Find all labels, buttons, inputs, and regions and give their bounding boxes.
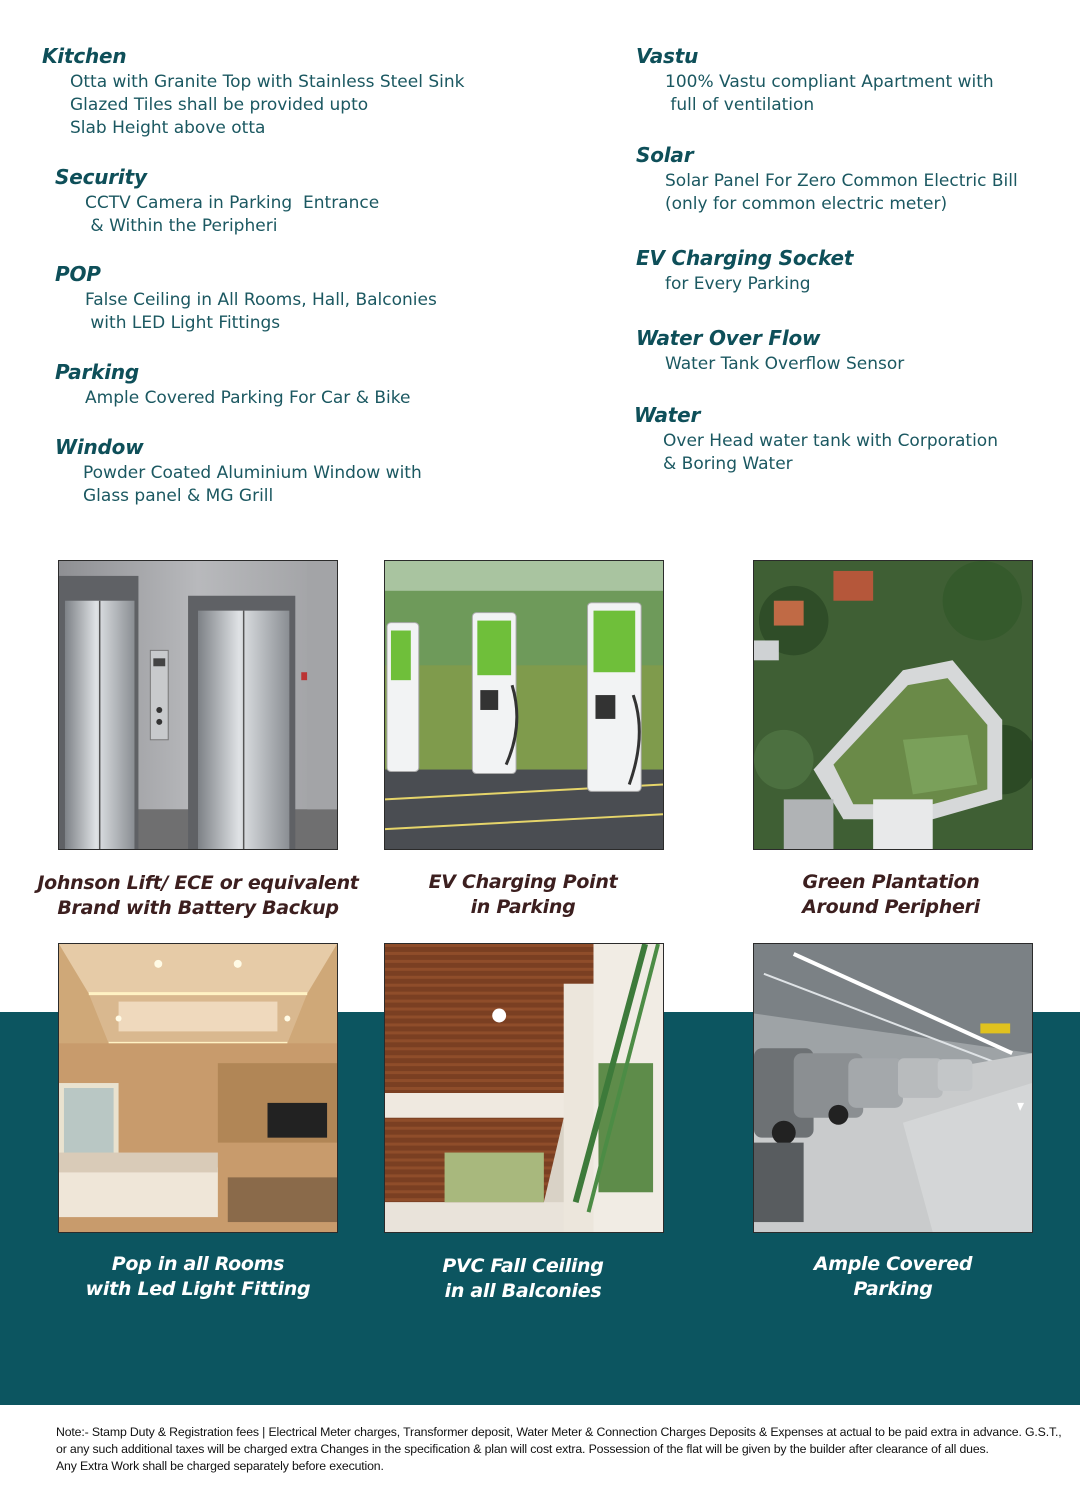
caption-line: Ample Covered [813,1253,973,1275]
spec-water [634,403,998,476]
spec-line: & Boring Water [663,454,793,474]
caption-line: Parking [853,1278,933,1300]
caption-covered-parking [723,1252,1063,1302]
spec-kitchen [42,44,464,140]
spec-line: CCTV Camera in Parking Entrance [85,193,380,213]
spec-line: Glass panel & MG Grill [83,486,274,506]
spec-line: (only for common electric meter) [665,194,948,214]
spec-line: Powder Coated Aluminium Window with [83,463,422,483]
spec-title: EV Charging Socket [636,246,854,270]
covered-parking-photo [753,943,1033,1233]
spec-line: with LED Light Fittings [85,313,281,333]
caption-elevator [28,871,368,921]
spec-title: Security [55,165,147,189]
caption-line: Johnson Lift/ ECE or equivalent [37,872,359,894]
disclaimer-note [56,1424,1076,1475]
aerial-plantation-photo [753,560,1033,850]
spec-window [55,435,422,508]
caption-line: PVC Fall Ceiling [442,1255,604,1277]
spec-line: Glazed Tiles shall be provided upto [70,95,369,115]
caption-line: Around Peripheri [802,896,980,918]
spec-parking [55,360,410,410]
spec-line: Solar Panel For Zero Common Electric Bill [665,171,1018,191]
spec-ev-charging-socket [636,246,853,296]
caption-line: in Parking [470,896,576,918]
spec-title: Solar [636,143,694,167]
spec-line: Slab Height above otta [70,118,266,138]
caption-line: Brand with Battery Backup [57,897,339,919]
caption-pop-rooms [28,1252,368,1302]
caption-pvc-ceiling [353,1254,693,1304]
spec-pop [55,262,437,335]
elevator-photo [58,560,338,850]
note-line: Any Extra Work shall be charged separately before execution. [56,1459,384,1473]
caption-green-plantation [721,870,1061,920]
spec-title: Window [55,435,144,459]
spec-title: Vastu [636,44,699,68]
pvc-ceiling-photo [384,943,664,1233]
spec-line: for Every Parking [665,274,811,294]
spec-title: POP [55,262,101,286]
spec-security [55,165,379,238]
spec-vastu [636,44,994,117]
spec-water-over-flow [636,326,904,376]
caption-line: with Led Light Fitting [85,1278,311,1300]
spec-line: Ample Covered Parking For Car & Bike [85,388,411,408]
spec-title: Water Over Flow [636,326,821,350]
caption-line: in all Balconies [444,1280,602,1302]
spec-line: Otta with Granite Top with Stainless Steel Sink [70,72,465,92]
spec-solar [636,143,1018,216]
spec-line: Water Tank Overflow Sensor [665,354,905,374]
spec-title: Water [634,403,701,427]
spec-line: False Ceiling in All Rooms, Hall, Balconies [85,290,437,310]
note-line: or any such additional taxes will be charged extra Changes in the specification & plan will cost extra. Possession of the flat will be given by the builder after clearance of all dues. [56,1442,989,1456]
spec-line: full of ventilation [665,95,815,115]
spec-title: Parking [55,360,140,384]
caption-line: Pop in all Rooms [111,1253,285,1275]
pop-ceiling-photo [58,943,338,1233]
spec-line: & Within the Peripheri [85,216,278,236]
spec-line: Over Head water tank with Corporation [663,431,998,451]
spec-title: Kitchen [42,44,127,68]
caption-ev-charging [353,870,693,920]
spec-line: 100% Vastu compliant Apartment with [665,72,994,92]
ev-charger-photo [384,560,664,850]
note-line: Note:- Stamp Duty & Registration fees | Electrical Meter charges, Transformer deposit, Water Meter & Connection Charges Deposits & Expenses at actual to be paid extra in advance. G.S.T., [56,1425,1062,1439]
caption-line: EV Charging Point [428,871,618,893]
caption-line: Green Plantation [802,871,980,893]
